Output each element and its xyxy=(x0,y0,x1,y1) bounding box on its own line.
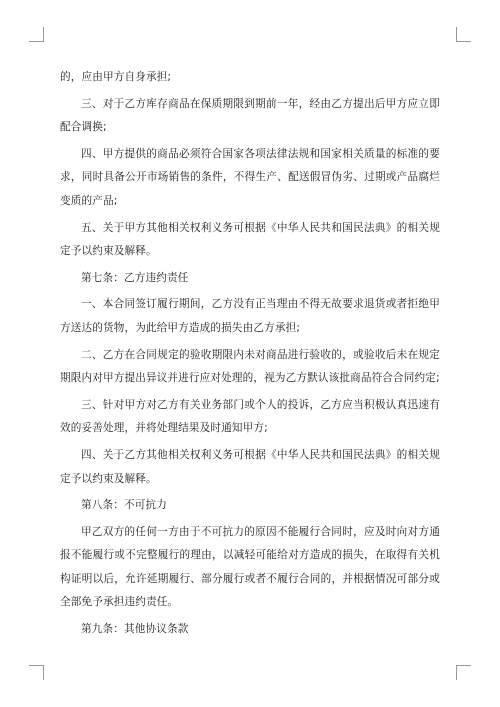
paragraph-article-8-body: 甲乙双方的任何一方由于不可抗力的原因不能履行合同时，应及时向对方通报不能履行或不完整履行的理由，以减轻可能给对方造成的损失，在取得有关机构证明以后，允许延期履行、部分履行或者不履行合同的，并根据情况可部分或全部免予承担违约责任。 xyxy=(60,525,440,609)
paragraph-clause-3: 三、对于乙方库存商品在保质期限到期前一年，经由乙方提出后甲方应立即配合调换; xyxy=(60,97,440,134)
document-body xyxy=(60,66,440,645)
paragraph-article-7-clause-1: 一、本合同签订履行期间，乙方没有正当理由不得无故要求退货或者拒绝甲方送达的货物，为此给甲方造成的损失由乙方承担; xyxy=(60,298,440,334)
section-heading-article-8: 第八条：不可抗力 xyxy=(81,499,167,512)
corner-mark-bottom-left xyxy=(29,665,44,680)
paragraph-clause-5: 五、关于甲方其他相关权利义务可根据《中华人民共和国民法典》的相关规定予以约束及解释。 xyxy=(60,221,440,258)
corner-mark-top-right xyxy=(456,27,471,42)
section-heading-article-9: 第九条：其他协议条款 xyxy=(81,623,189,636)
corner-mark-bottom-right xyxy=(456,665,471,680)
paragraph-article-7-clause-4: 四、关于乙方其他相关权利义务可根据《中华人民共和国民法典》的相关规定予以约束及解释。 xyxy=(60,448,440,485)
paragraph-article-7-clause-2: 二、乙方在合同规定的验收期限内未对商品进行验收的，或验收后未在规定期限内对甲方提出异议并进行应对处理的，视为乙方默认该批商品符合合同约定; xyxy=(60,348,440,385)
corner-mark-top-left xyxy=(29,27,44,42)
section-heading-article-7: 第七条：乙方违约责任 xyxy=(81,271,189,284)
paragraph-article-7-clause-3: 三、针对甲方对乙方有关业务部门或个人的投诉，乙方应当积极认真迅速有效的妥善处理，并将处理结果及时通知甲方; xyxy=(60,398,440,435)
paragraph-clause-4: 四、甲方提供的商品必须符合国家各项法律法规和国家相关质量的标准的要求，同时具备公开市场销售的条件，不得生产、配送假冒伪劣、过期或产品腐烂变质的产品; xyxy=(60,147,440,207)
paragraph-continuation: 的，应由甲方自身承担; xyxy=(60,71,172,83)
